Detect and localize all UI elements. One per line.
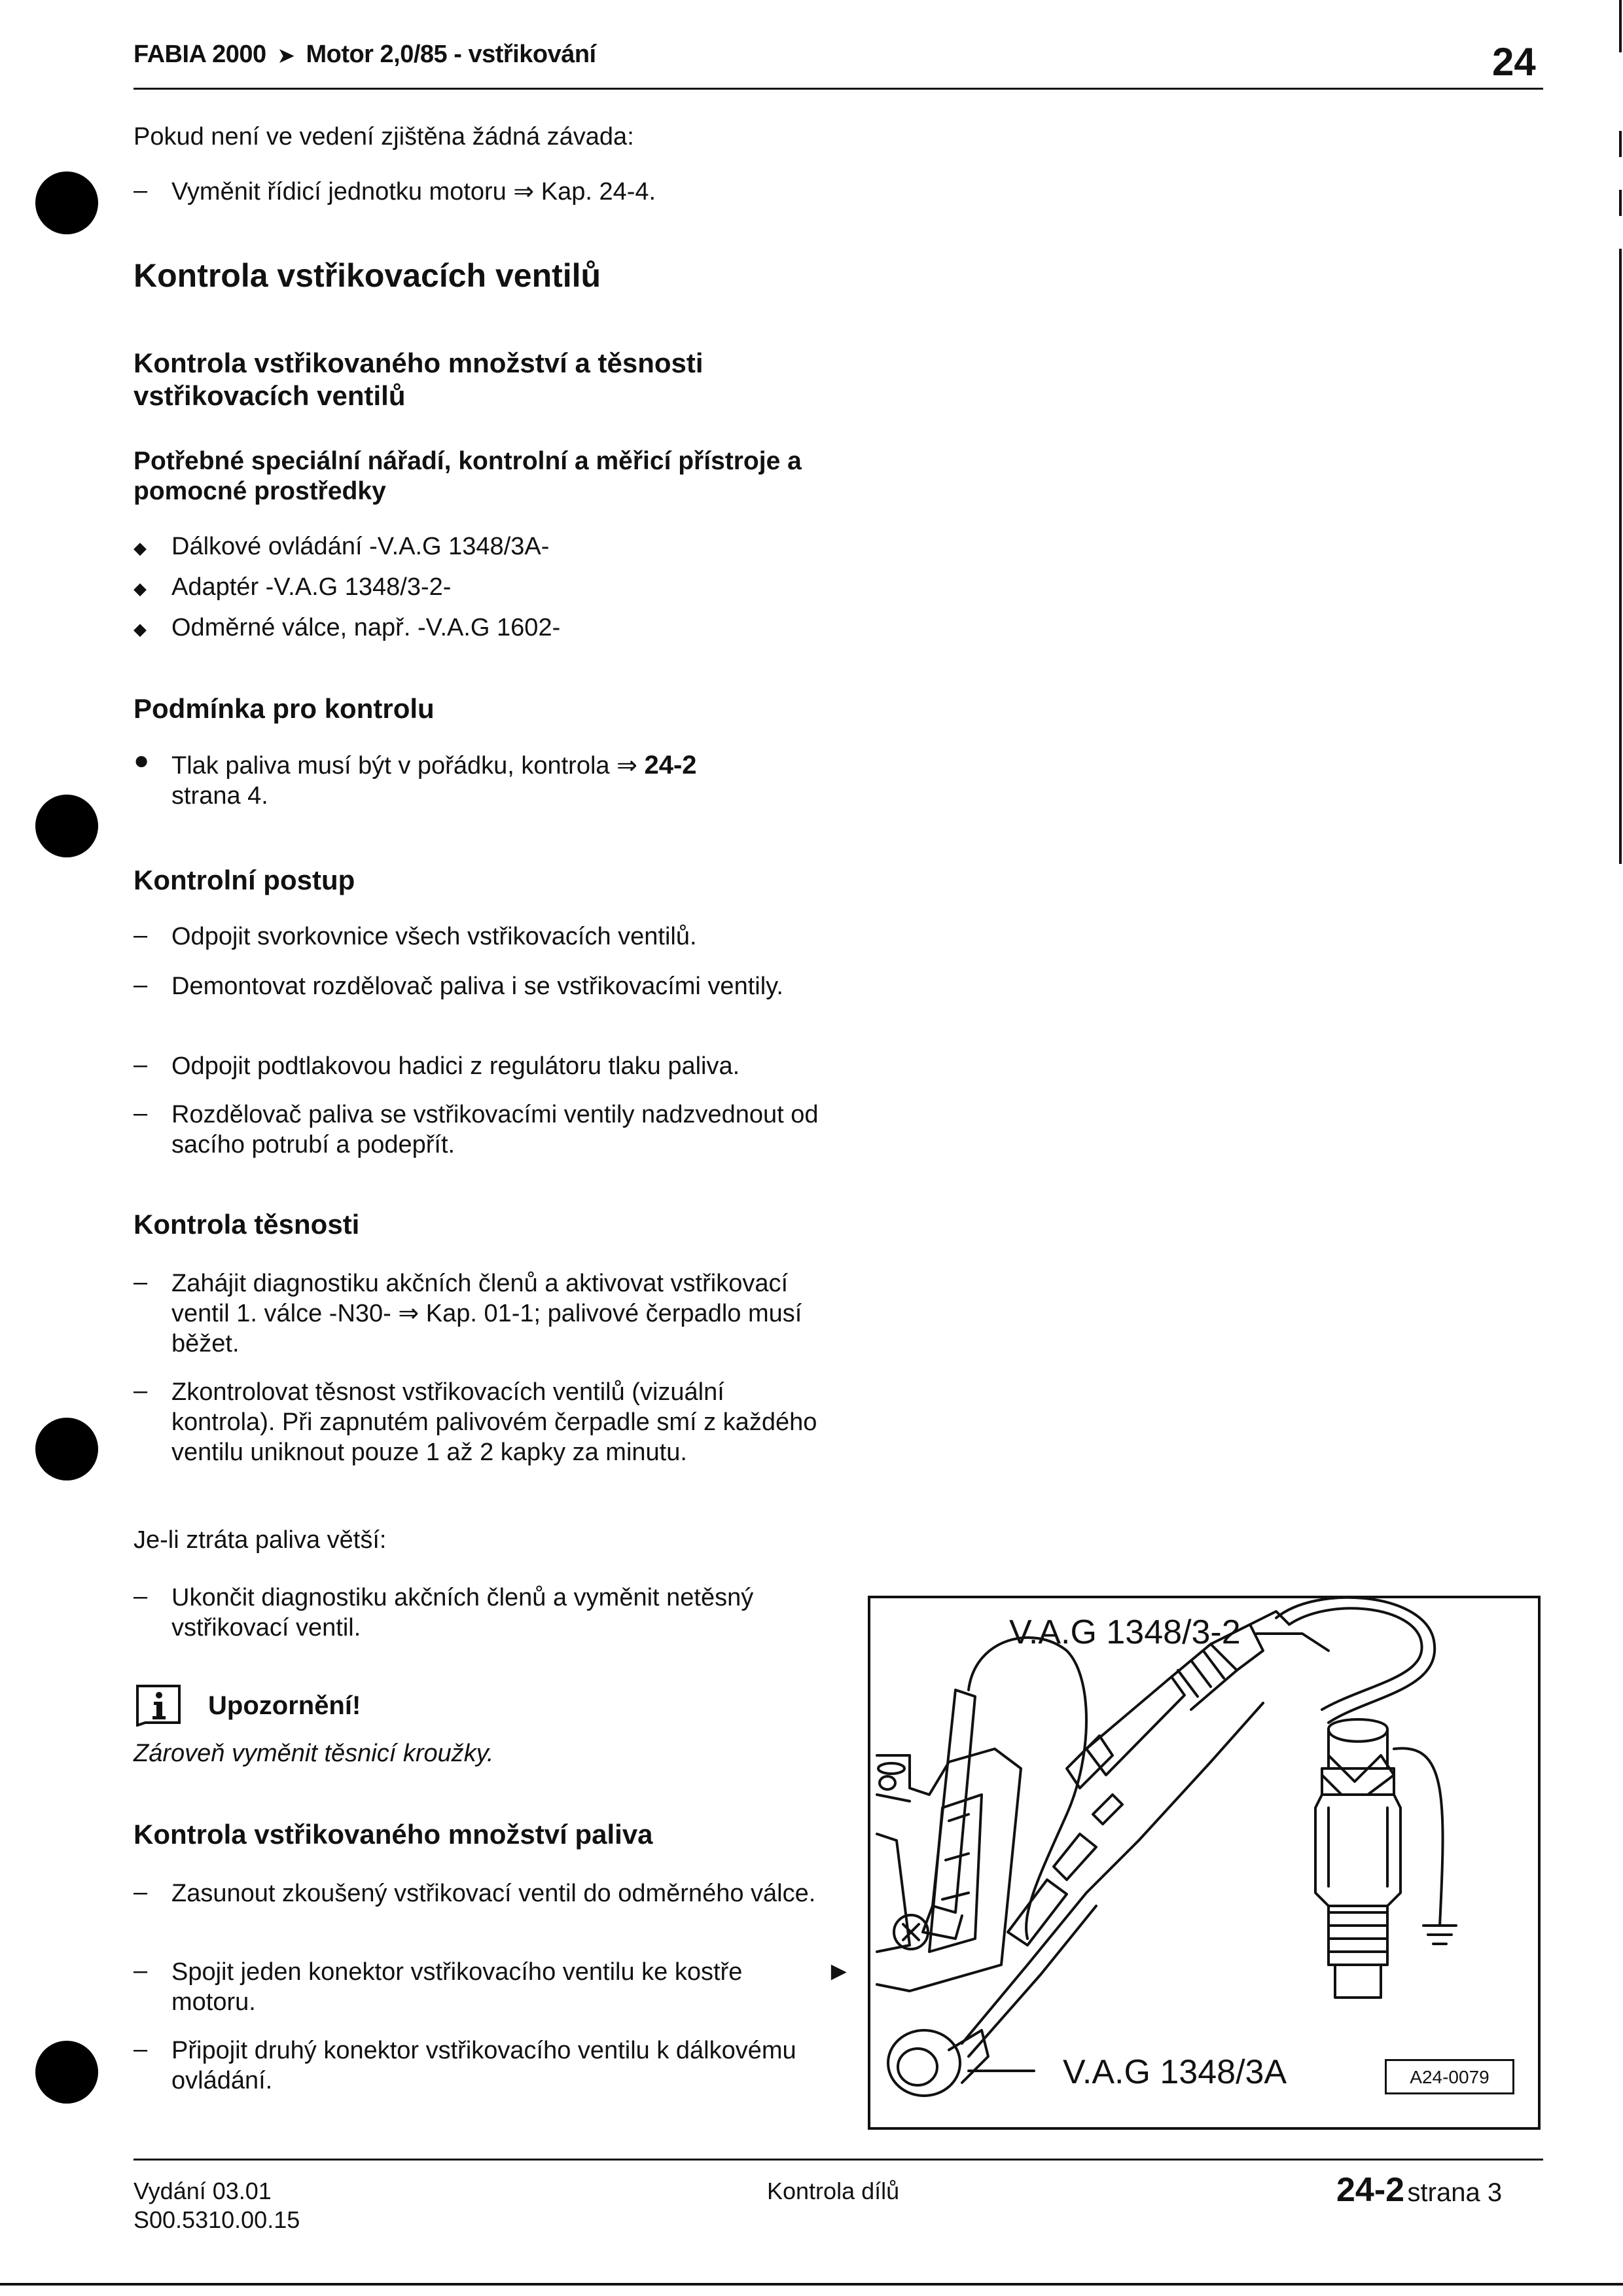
procedure-step: Demontovat rozdělovač paliva i se vstřikovacími ventily. <box>171 973 783 1000</box>
subsection-title: Kontrola vstřikovaného množství a těsnosti vstřikovacích ventilů <box>134 348 704 411</box>
intro-text: Pokud není ve vedení zjištěna žádná závada: <box>134 123 634 151</box>
tightness-final-step: Ukončit diagnostiku akčních členů a vyměnit netěsný vstřikovací ventil. <box>171 1584 754 1641</box>
dash-icon: – <box>134 1957 148 1984</box>
tightness-condition: Je-li ztráta paliva větší: <box>134 1526 387 1554</box>
procedure-step: Odpojit svorkovnice všech vstřikovacích ventilů. <box>171 923 697 950</box>
tightness-step: Zahájit diagnostiku akčních členů a aktivovat vstřikovací ventil 1. válce -N30- ⇒ Kap. 01-1; palivové čerpadlo musí běžet. <box>171 1270 802 1357</box>
procedure-step: Odpojit podtlakovou hadici z regulátoru tlaku paliva. <box>171 1052 740 1080</box>
dot-bullet-icon: ● <box>134 746 150 775</box>
dash-icon: – <box>134 1377 148 1405</box>
punch-hole <box>35 171 98 234</box>
diamond-bullet-icon: ◆ <box>134 538 147 558</box>
header-rule <box>134 88 1543 90</box>
injector-test-illustration <box>870 1598 1538 2127</box>
intro-step: Vyměnit řídicí jednotku motoru ⇒ Kap. 24-4. <box>171 178 656 206</box>
page-number-label: strana 3 <box>1407 2178 1503 2207</box>
page-number <box>1336 2170 1502 2210</box>
header-model: FABIA 2000 <box>134 41 266 68</box>
remote-control-label: V.A.G 1348/3A <box>1063 2053 1287 2091</box>
tightness-title: Kontrola těsnosti <box>134 1209 360 1240</box>
section-title: Kontrola vstřikovacích ventilů <box>134 257 601 294</box>
footer-center: Kontrola dílů <box>767 2178 900 2204</box>
note-title: Upozornění! <box>208 1691 361 1720</box>
footer-rule <box>134 2159 1543 2161</box>
procedure-step: Rozdělovač paliva se vstřikovacími ventily nadzvednout od sacího potrubí a podepřít. <box>171 1101 819 1158</box>
adapter-label: V.A.G 1348/3-2 <box>1009 1613 1241 1651</box>
diamond-bullet-icon: ◆ <box>134 619 147 639</box>
punch-hole <box>35 1418 98 1480</box>
diamond-bullet-icon: ◆ <box>134 579 147 598</box>
condition-ref: 24-2 <box>644 751 697 780</box>
edge-mark <box>1619 190 1622 216</box>
tools-title: Potřebné speciální nářadí, kontrolní a měřicí přístroje a pomocné prostředky <box>134 447 802 505</box>
punch-hole <box>35 2041 98 2104</box>
edge-mark <box>1619 249 1622 864</box>
quantity-step: Připojit druhý konektor vstřikovacího ventilu k dálkovému ovládání. <box>171 2037 796 2094</box>
dash-icon: – <box>134 177 148 204</box>
quantity-step: Zasunout zkoušený vstřikovací ventil do odměrného válce. <box>171 1880 816 1907</box>
dash-icon: – <box>134 971 148 999</box>
tool-item: Dálkové ovládání -V.A.G 1348/3A- <box>171 533 550 560</box>
dash-icon: – <box>134 1100 148 1127</box>
dash-icon: – <box>134 1051 148 1079</box>
quantity-title: Kontrola vstřikovaného množství paliva <box>134 1819 653 1850</box>
chapter-number: 24 <box>1492 40 1536 84</box>
footer-edition: Vydání 03.01 <box>134 2178 272 2204</box>
page-number-chapter: 24-2 <box>1336 2171 1405 2209</box>
quantity-step: Spojit jeden konektor vstřikovacího ventilu ke kostře motoru. <box>171 1958 743 2016</box>
figure-pointer-icon: ► <box>826 1957 852 1986</box>
footer-doc-number: S00.5310.00.15 <box>134 2206 300 2233</box>
header-arrow: ➤ <box>277 45 294 67</box>
edge-mark <box>1619 0 1622 52</box>
condition-text <box>171 750 826 811</box>
punch-hole <box>35 795 98 857</box>
tool-item: Adaptér -V.A.G 1348/3-2- <box>171 573 452 601</box>
info-icon <box>134 1683 183 1727</box>
tightness-step: Zkontrolovat těsnost vstřikovacích ventilů (vizuální kontrola). Při zapnutém palivovém čerpadle smí z každého ventilu uniknout pouze 1 až 2 kapky za minutu. <box>171 1378 817 1466</box>
condition-text-start: Tlak paliva musí být v pořádku, kontrola ⇒ <box>171 752 645 780</box>
figure-code: A24-0079 <box>1385 2059 1514 2094</box>
condition-title: Podmínka pro kontrolu <box>134 693 435 724</box>
condition-text-end: strana 4. <box>171 782 268 810</box>
procedure-title: Kontrolní postup <box>134 865 355 895</box>
dash-icon: – <box>134 1878 148 1906</box>
dash-icon: – <box>134 922 148 949</box>
dash-icon: – <box>134 2036 148 2063</box>
edge-mark <box>1619 131 1622 157</box>
header-section: Motor 2,0/85 - vstřikování <box>306 41 596 68</box>
bottom-edge-line <box>0 2283 1623 2286</box>
figure-box <box>868 1596 1541 2130</box>
dash-icon: – <box>134 1268 148 1296</box>
note-text: Zároveň vyměnit těsnicí kroužky. <box>134 1740 494 1767</box>
page-header <box>134 41 596 69</box>
tool-item: Odměrné válce, např. -V.A.G 1602- <box>171 614 561 641</box>
dash-icon: – <box>134 1583 148 1610</box>
